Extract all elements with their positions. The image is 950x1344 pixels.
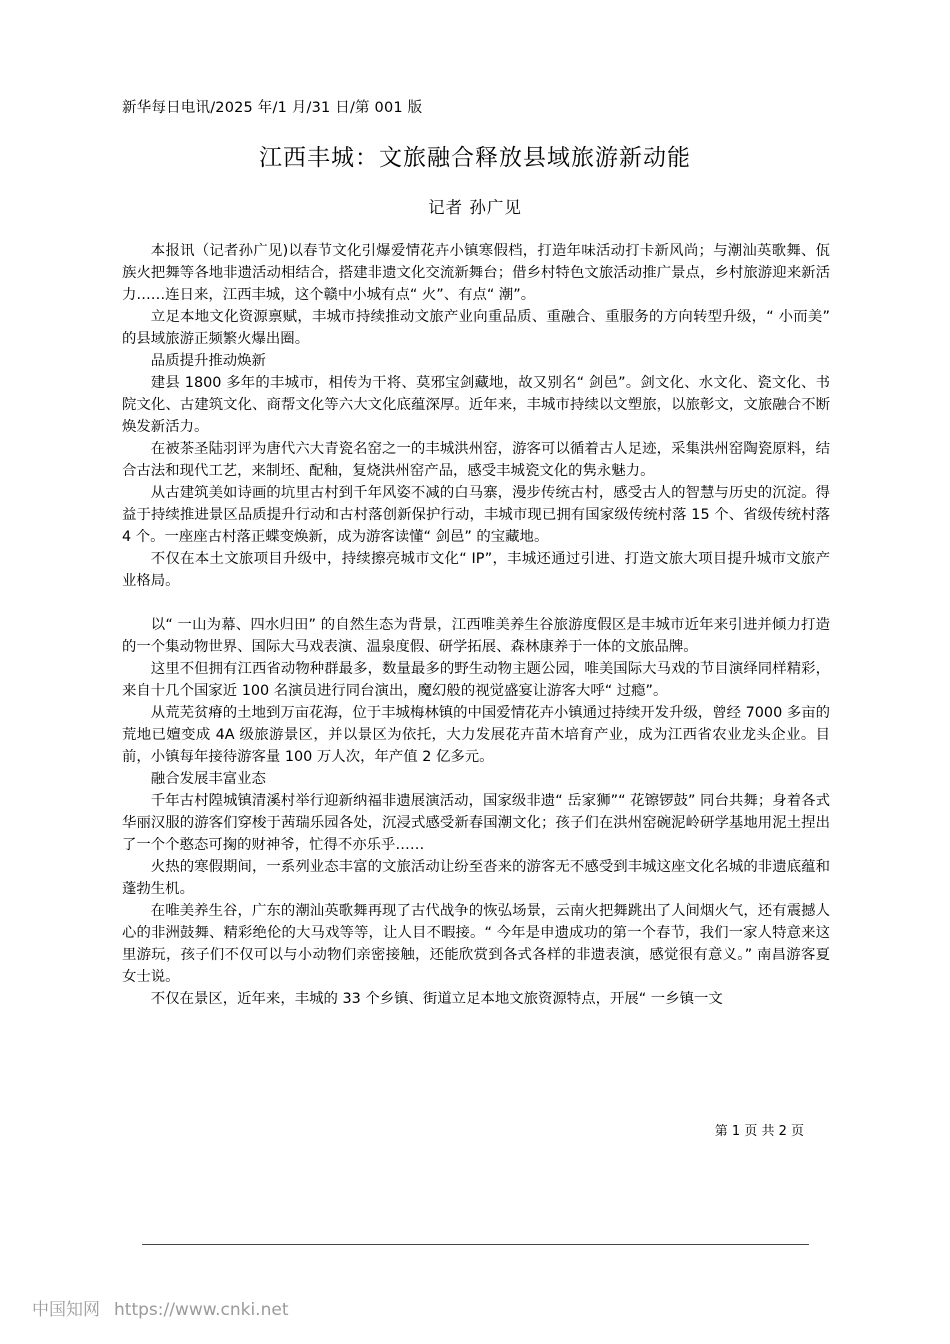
watermark-url: https://www.cnki.net — [114, 1300, 289, 1320]
paragraph: 在唯美养生谷，广东的潮汕英歌舞再现了古代战争的恢弘场景，云南火把舞跳出了人间烟火气，还有震撼人心的非洲鼓舞、精彩绝伦的大马戏等等，让人目不暇接。“ 今年是申遗成功的第一个春节，我们一家人特意来这里游玩，孩子们不仅可以与小动物们亲密接触，还能欣赏到各式各样的非遗表演，感觉很有意义。” 南昌游客夏女士说。 — [122, 903, 830, 985]
page-number: 第 1 页 共 2 页 — [714, 1124, 804, 1139]
paragraph-spacer — [122, 592, 830, 614]
section-heading: 品质提升推动焕新 — [150, 353, 266, 369]
section-heading: 融合发展丰富业态 — [150, 771, 266, 787]
cnki-watermark — [32, 1295, 302, 1320]
paragraph: 不仅在本土文旅项目升级中，持续擦亮城市文化“ IP”，丰城还通过引进、打造文旅大项目提升城市文旅产业格局。 — [122, 551, 830, 589]
paragraph: 从荒芜贫瘠的土地到万亩花海，位于丰城梅林镇的中国爱情花卉小镇通过持续开发升级，曾经 7000 多亩的荒地已嬗变成 4A 级旅游景区，并以景区为依托，大力发展花卉苗木培育产业，成为江西省农业龙头企业。目前，小镇每年接待游客量 100 万人次，年产值 2 亿多元。 — [122, 705, 830, 765]
footer-divider — [142, 1244, 809, 1245]
watermark-site: 中国知网 — [32, 1300, 100, 1320]
paragraph: 这里不但拥有江西省动物种群最多，数量最多的野生动物主题公园，唯美国际大马戏的节目演绎同样精彩，来自十几个国家近 100 名演员进行同台演出，魔幻般的视觉盛宴让游客大呼“ 过瘾”。 — [122, 661, 830, 699]
paragraph: 从古建筑美如诗画的坑里古村到千年风姿不减的白马寨，漫步传统古村，感受古人的智慧与历史的沉淀。得益于持续推进景区品质提升行动和古村落创新保护行动，丰城市现已拥有国家级传统村落 15 个、省级传统村落 4 个。一座座古村落正蝶变焕新，成为游客读懂“ 剑邑” 的宝藏地。 — [122, 485, 830, 545]
paragraph: 以“ 一山为幕、四水归田” 的自然生态为背景，江西唯美养生谷旅游度假区是丰城市近年来引进并倾力打造的一个集动物世界、国际大马戏表演、温泉度假、研学拓展、森林康养于一体的文旅品牌。 — [122, 617, 830, 655]
paragraph: 不仅在景区，近年来，丰城的 33 个乡镇、街道立足本地文旅资源特点，开展“ 一乡镇一文 — [150, 991, 723, 1007]
paragraph: 立足本地文化资源禀赋，丰城市持续推动文旅产业向重品质、重融合、重服务的方向转型升级，“ 小而美” 的县域旅游正频繁火爆出圈。 — [122, 309, 830, 347]
publication-source: 新华每日电讯/2025 年/1 月/31 日/第 001 版 — [122, 100, 423, 116]
article-title: 江西丰城：文旅融合释放县域旅游新动能 — [259, 145, 691, 171]
paragraph: 千年古村隍城镇清溪村举行迎新纳福非遗展演活动，国家级非遗“ 岳家狮”“ 花镲锣鼓” 同台共舞；身着各式华丽汉服的游客们穿梭于茜瑞乐园各处，沉浸式感受新春国潮文化；孩子们在洪州窑碗泥岭研学基地用泥土捏出了一个个憨态可掬的财神爷，忙得不亦乐乎…… — [122, 793, 830, 853]
paragraph: 在被茶圣陆羽评为唐代六大青瓷名窑之一的丰城洪州窑，游客可以循着古人足迹，采集洪州窑陶瓷原料，结合古法和现代工艺，来制坯、配釉，复烧洪州窑产品，感受丰城瓷文化的隽永魅力。 — [122, 441, 830, 479]
article-author: 记者 孙广见 — [428, 198, 522, 217]
article-body — [122, 240, 830, 1010]
paragraph: 火热的寒假期间，一系列业态丰富的文旅活动让纷至沓来的游客无不感受到丰城这座文化名城的非遗底蕴和蓬勃生机。 — [122, 859, 830, 897]
paragraph: 本报讯（记者孙广见)以春节文化引爆爱情花卉小镇寒假档，打造年味活动打卡新风尚；与潮汕英歌舞、佤族火把舞等各地非遗活动相结合，搭建非遗文化交流新舞台；借乡村特色文旅活动推广景点，乡村旅游迎来新活力……连日来，江西丰城，这个赣中小城有点“ 火”、有点“ 潮”。 — [122, 243, 830, 303]
paragraph: 建县 1800 多年的丰城市，相传为干将、莫邪宝剑藏地，故又别名“ 剑邑”。剑文化、水文化、瓷文化、书院文化、古建筑文化、商帮文化等六大文化底蕴深厚。近年来，丰城市持续以文塑旅，以旅彰文，文旅融合不断焕发新活力。 — [122, 375, 830, 435]
